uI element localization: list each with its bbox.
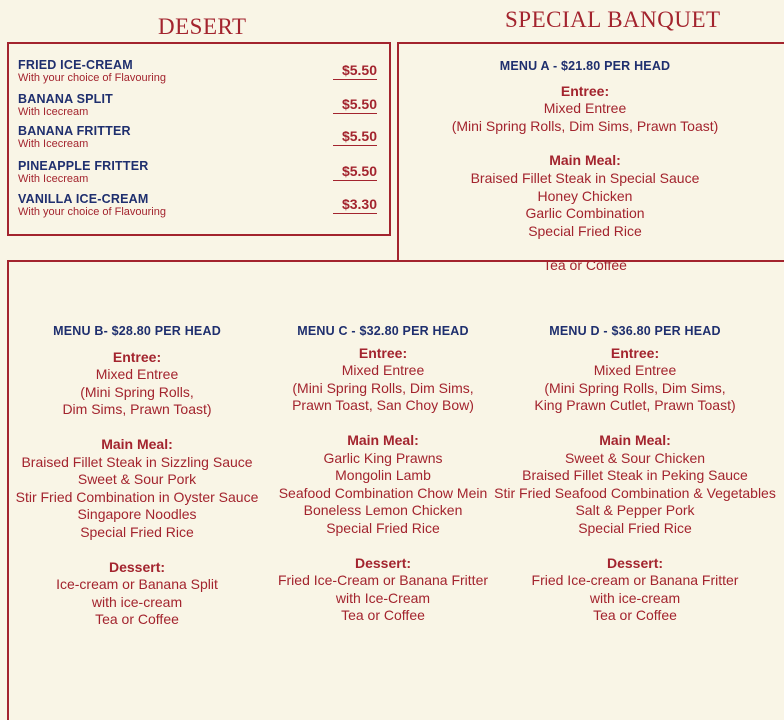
desert-item bbox=[18, 58, 383, 84]
item-price: $5.50 bbox=[341, 96, 377, 112]
menu-b-heading: MENU B- $28.80 PER HEAD bbox=[53, 324, 221, 338]
main-meal-line: Singapore Noodles bbox=[77, 506, 197, 523]
item-name: VANILLA ICE-CREAM bbox=[18, 192, 149, 206]
price-underline bbox=[333, 145, 377, 146]
main-meal-line: Special Fried Rice bbox=[528, 222, 642, 239]
item-price: $5.50 bbox=[341, 62, 377, 78]
price-underline bbox=[333, 79, 377, 80]
main-meal-line: Special Fried Rice bbox=[578, 519, 692, 536]
main-meal-line: Braised Fillet Steak in Sizzling Sauce bbox=[21, 453, 253, 470]
item-name: FRIED ICE-CREAM bbox=[18, 58, 133, 72]
special-banquet-title: SPECIAL BANQUET bbox=[505, 7, 721, 32]
main-meal-heading: Main Meal: bbox=[101, 435, 173, 452]
item-price: $3.30 bbox=[341, 196, 377, 212]
price-underline bbox=[333, 213, 377, 214]
menu-a bbox=[430, 58, 740, 275]
entree-line: Mixed Entree bbox=[593, 362, 677, 379]
main-meal-line: Sweet & Sour Pork bbox=[77, 471, 197, 488]
dessert-line: Ice-cream or Banana Split bbox=[56, 576, 218, 593]
beverage-line: Tea or Coffee bbox=[543, 257, 627, 274]
desert-item bbox=[18, 92, 383, 118]
dessert-line: Fried Ice-Cream or Banana Fritter bbox=[277, 572, 489, 589]
dessert-line: Tea or Coffee bbox=[341, 607, 425, 624]
main-meal-line: Salt & Pepper Pork bbox=[575, 502, 695, 519]
menu-b bbox=[12, 323, 262, 629]
menu-d-heading: MENU D - $36.80 PER HEAD bbox=[549, 324, 721, 338]
item-name: PINEAPPLE FRITTER bbox=[18, 159, 149, 173]
desert-item bbox=[18, 159, 383, 185]
dessert-line: Fried Ice-cream or Banana Fritter bbox=[531, 572, 739, 589]
entree-line: (Mini Spring Rolls, Dim Sims, bbox=[544, 379, 726, 396]
desert-menu-box bbox=[7, 42, 391, 236]
item-description: With your choice of Flavouring bbox=[18, 72, 166, 84]
entree-line: Prawn Toast, San Choy Bow) bbox=[292, 397, 474, 414]
dessert-heading: Dessert: bbox=[606, 554, 664, 571]
desert-title: DESERT bbox=[158, 14, 247, 39]
item-description: With Icecream bbox=[18, 138, 89, 150]
menu-a-heading: MENU A - $21.80 PER HEAD bbox=[499, 59, 671, 73]
main-meal-line: Honey Chicken bbox=[537, 187, 633, 204]
dessert-line: Tea or Coffee bbox=[95, 611, 179, 628]
main-meal-line: Stir Fried Seafood Combination & Vegetables bbox=[494, 484, 776, 501]
item-name: BANANA SPLIT bbox=[18, 92, 113, 106]
main-meal-line: Garlic Combination bbox=[525, 205, 645, 222]
entree-line: Dim Sims, Prawn Toast) bbox=[62, 401, 212, 418]
main-meal-line: Boneless Lemon Chicken bbox=[303, 502, 463, 519]
main-meal-line: Braised Fillet Steak in Peking Sauce bbox=[522, 467, 748, 484]
desert-item bbox=[18, 124, 383, 150]
entree-line: (Mini Spring Rolls, bbox=[80, 383, 194, 400]
entree-heading: Entree: bbox=[358, 344, 408, 361]
main-meal-heading: Main Meal: bbox=[599, 431, 671, 448]
item-name: BANANA FRITTER bbox=[18, 124, 131, 138]
price-underline bbox=[333, 113, 377, 114]
main-meal-line: Stir Fried Combination in Oyster Sauce bbox=[15, 488, 259, 505]
main-meal-heading: Main Meal: bbox=[347, 431, 419, 448]
item-description: With Icecream bbox=[18, 173, 89, 185]
main-meal-line: Special Fried Rice bbox=[80, 523, 194, 540]
main-meal-line: Garlic King Prawns bbox=[323, 449, 443, 466]
entree-heading: Entree: bbox=[560, 82, 610, 99]
dessert-heading: Dessert: bbox=[108, 558, 166, 575]
main-meal-line: Sweet & Sour Chicken bbox=[564, 449, 706, 466]
entree-heading: Entree: bbox=[610, 344, 660, 361]
desert-item bbox=[18, 192, 383, 218]
entree-heading: Entree: bbox=[112, 348, 162, 365]
item-description: With your choice of Flavouring bbox=[18, 206, 166, 218]
entree-line: Mixed Entree bbox=[341, 362, 425, 379]
entree-line: (Mini Spring Rolls, Dim Sims, bbox=[292, 379, 474, 396]
item-price: $5.50 bbox=[341, 128, 377, 144]
main-meal-line: Mongolin Lamb bbox=[335, 467, 431, 484]
price-underline bbox=[333, 180, 377, 181]
entree-line: King Prawn Cutlet, Prawn Toast) bbox=[534, 397, 736, 414]
dessert-heading: Dessert: bbox=[354, 554, 412, 571]
dessert-line: with ice-cream bbox=[589, 589, 681, 606]
main-meal-line: Braised Fillet Steak in Special Sauce bbox=[470, 169, 700, 186]
item-description: With Icecream bbox=[18, 106, 89, 118]
dessert-line: with Ice-Cream bbox=[335, 589, 431, 606]
menu-c bbox=[268, 323, 498, 625]
menu-c-heading: MENU C - $32.80 PER HEAD bbox=[297, 324, 469, 338]
main-meal-line: Seafood Combination Chow Mein bbox=[278, 484, 488, 501]
entree-line: Mixed Entree bbox=[95, 366, 179, 383]
dessert-line: Tea or Coffee bbox=[593, 607, 677, 624]
item-price: $5.50 bbox=[341, 163, 377, 179]
main-meal-heading: Main Meal: bbox=[549, 152, 621, 169]
menu-d bbox=[494, 323, 776, 625]
dessert-line: with ice-cream bbox=[91, 593, 183, 610]
entree-line: Mixed Entree bbox=[543, 100, 627, 117]
entree-line: (Mini Spring Rolls, Dim Sims, Prawn Toast) bbox=[451, 117, 719, 134]
main-meal-line: Special Fried Rice bbox=[326, 519, 440, 536]
